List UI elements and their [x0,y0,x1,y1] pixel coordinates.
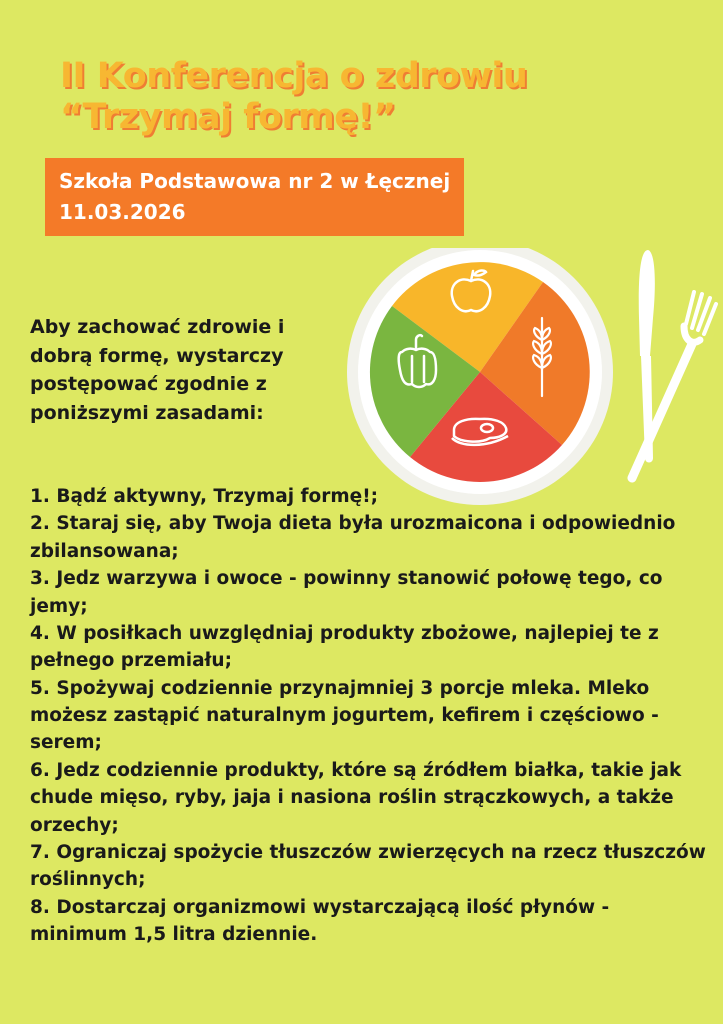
rule-item: 2. Staraj się, aby Twoja dieta była urozmaicona i odpowiednio zbilansowana; [30,513,676,562]
plate-graphic [340,248,720,508]
rule-item: 4. W posiłkach uwzględniaj produkty zbożowe, najlepiej te z pełnego przemiału; [30,622,659,672]
rule-item: 6. Jedz codziennie produkty, które są źródłem białka, takie jak chude mięso, ryby, jaja i nasiona roślin strączkowych, a także orzechy; [30,759,682,836]
intro-text: Aby zachować zdrowie i dobrą formę, wystarczy postępować zgodnie z poniższymi zasadami: [30,316,285,424]
event-date: 11.03.2026 [45,197,200,228]
school-name: Szkoła Podstawowa nr 2 w Łęcznej [59,169,451,193]
school-banner [45,158,464,236]
rule-item: 7. Ograniczaj spożycie tłuszczów zwierzęcych na rzecz tłuszczów roślinnych; [30,841,706,891]
rule-item: 5. Spożywaj codziennie przynajmniej 3 porcje mleka. Mleko możesz zastąpić naturalnym jogurtem, kefirem i częściowo - serem; [30,677,659,754]
plate-illustration [340,248,720,508]
rule-item: 1. Bądź aktywny, Trzymaj formę!; [30,486,379,507]
rule-item: 8. Dostarczaj organizmowi wystarczającą ilość płynów - minimum 1,5 litra dziennie. [30,896,610,945]
title-line-1: II Konferencja o zdrowiu [60,56,528,96]
poster-title [60,56,527,137]
rules-list [30,483,710,948]
title-line-2: “Trzymaj formę!” [60,96,396,137]
rule-item: 3. Jedz warzywa i owoce - powinny stanowić połowę tego, co jemy; [30,568,663,617]
